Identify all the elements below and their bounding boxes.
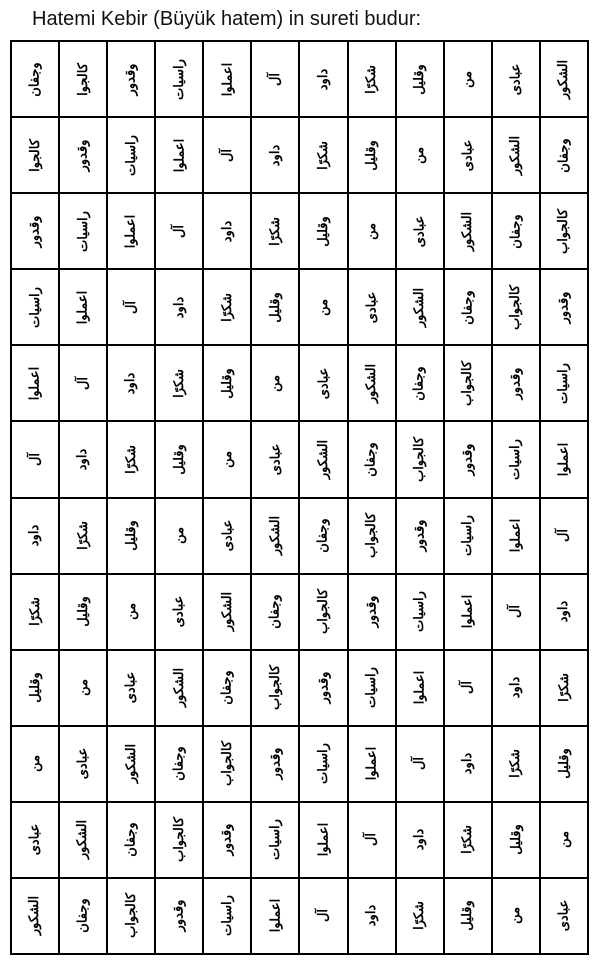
grid-cell <box>397 651 445 727</box>
grid-cell <box>397 118 445 194</box>
cell-word: عبادى <box>27 824 43 856</box>
grid-cell <box>349 422 397 498</box>
cell-word: آل <box>267 72 283 86</box>
grid-cell <box>493 346 541 422</box>
cell-word: وقدور <box>219 823 235 856</box>
cell-word: وقليل <box>27 672 43 703</box>
grid-cell <box>156 346 204 422</box>
grid-cell <box>156 422 204 498</box>
cell-word: شكرًا <box>267 216 283 246</box>
grid-cell <box>12 727 60 803</box>
cell-word: داود <box>556 600 572 623</box>
cell-word: راسيات <box>219 895 235 937</box>
cell-word: وقليل <box>316 215 332 247</box>
grid-cell <box>12 651 60 727</box>
grid-cell <box>60 194 108 270</box>
grid-cell <box>445 499 493 575</box>
grid-cell <box>397 42 445 118</box>
cell-word: وجفان <box>75 898 91 934</box>
grid-cell <box>60 499 108 575</box>
grid-cell <box>204 270 252 346</box>
cell-word: الشكور <box>27 896 43 936</box>
grid-cell <box>108 499 156 575</box>
grid-cell <box>60 651 108 727</box>
cell-word: عبادى <box>267 443 283 476</box>
grid-cell <box>252 422 300 498</box>
cell-word: آل <box>219 148 235 162</box>
cell-word: اعملوا <box>364 747 380 781</box>
grid-cell <box>252 879 300 955</box>
grid-cell <box>541 346 589 422</box>
grid-cell <box>156 727 204 803</box>
cell-word: وجفان <box>123 822 139 858</box>
cell-word: الشكور <box>75 820 91 860</box>
grid-cell <box>252 270 300 346</box>
grid-cell <box>397 575 445 651</box>
cell-word: من <box>27 755 43 773</box>
grid-cell <box>493 575 541 651</box>
cell-word: راسيات <box>364 667 380 709</box>
grid-cell <box>300 879 348 955</box>
grid-cell <box>349 346 397 422</box>
cell-word: وقدور <box>364 595 380 628</box>
cell-word: راسيات <box>316 743 332 785</box>
cell-word: من <box>508 907 524 925</box>
grid-cell <box>108 422 156 498</box>
grid-cell <box>108 651 156 727</box>
cell-word: داود <box>219 220 235 242</box>
cell-word: من <box>171 527 187 544</box>
cell-word: آل <box>412 757 428 771</box>
cell-word: وقدور <box>508 367 524 400</box>
grid-cell <box>60 422 108 498</box>
grid-cell <box>60 118 108 194</box>
grid-cell <box>349 499 397 575</box>
grid-cell <box>300 194 348 270</box>
cell-word: وجفان <box>460 290 476 325</box>
cell-word: شكرًا <box>27 597 43 627</box>
grid-cell <box>204 42 252 118</box>
cell-word: وقدور <box>267 747 283 780</box>
cell-word: عبادى <box>556 900 572 932</box>
grid-cell <box>541 42 589 118</box>
grid-cell <box>397 346 445 422</box>
grid-cell <box>12 270 60 346</box>
cell-word: كالجواب <box>364 512 380 559</box>
cell-word: وجفان <box>27 61 43 97</box>
grid-cell <box>252 42 300 118</box>
cell-word: داود <box>171 296 187 319</box>
cell-word: داود <box>267 144 283 166</box>
grid-cell <box>12 346 60 422</box>
cell-word: اعملوا <box>123 214 139 248</box>
grid-cell <box>12 575 60 651</box>
cell-word: راسيات <box>75 210 91 252</box>
cell-word: راسيات <box>412 591 428 633</box>
grid-cell <box>108 575 156 651</box>
cell-word: وقليل <box>364 139 380 171</box>
grid-cell <box>12 879 60 955</box>
grid-cell <box>60 42 108 118</box>
grid-cell <box>445 575 493 651</box>
grid-cell <box>541 651 589 727</box>
cell-word: عبادى <box>219 519 235 552</box>
grid-cell <box>12 194 60 270</box>
grid-cell <box>108 346 156 422</box>
grid-cell <box>349 879 397 955</box>
cell-word: شكرًا <box>556 673 572 703</box>
grid-cell <box>108 270 156 346</box>
cell-word: داود <box>412 829 428 851</box>
cell-word: عبادى <box>412 215 428 248</box>
grid-cell <box>300 118 348 194</box>
grid-cell <box>156 499 204 575</box>
grid-cell <box>349 194 397 270</box>
grid-cell <box>252 499 300 575</box>
cell-word: وقليل <box>556 748 572 780</box>
grid-cell <box>397 194 445 270</box>
grid-cell <box>156 118 204 194</box>
cell-word: وقدور <box>316 671 332 704</box>
grid-cell <box>493 42 541 118</box>
grid-cell <box>108 879 156 955</box>
grid-cell <box>445 346 493 422</box>
grid-cell <box>12 422 60 498</box>
grid-cell <box>12 803 60 879</box>
grid-cell <box>349 803 397 879</box>
cell-word: آل <box>508 605 524 619</box>
grid-cell <box>397 270 445 346</box>
cell-word: الشكور <box>219 591 235 632</box>
cell-word: آل <box>27 452 43 466</box>
cell-word: آل <box>123 300 139 314</box>
cell-word: داود <box>508 676 524 699</box>
grid-cell <box>445 42 493 118</box>
cell-word: شكرًا <box>171 368 187 398</box>
grid-cell <box>349 118 397 194</box>
grid-cell <box>204 194 252 270</box>
cell-word: اعملوا <box>27 366 43 401</box>
cell-word: شكرًا <box>75 521 91 550</box>
grid-cell <box>541 727 589 803</box>
cell-word: كالجواب <box>267 665 283 711</box>
cell-word: كالجواب <box>171 817 187 863</box>
cell-word: وقدور <box>123 63 139 95</box>
cell-word: وجفان <box>171 746 187 781</box>
cell-word: عبادى <box>364 291 380 324</box>
grid-cell <box>204 499 252 575</box>
grid-cell <box>300 575 348 651</box>
grid-cell <box>252 727 300 803</box>
cell-word: كالجواب <box>508 284 524 330</box>
grid-cell <box>60 879 108 955</box>
cell-word: وقليل <box>267 291 283 323</box>
cell-word: اعملوا <box>556 442 572 477</box>
grid-cell <box>60 346 108 422</box>
cell-word: راسيات <box>267 819 283 861</box>
grid-cell <box>349 270 397 346</box>
grid-cell <box>108 118 156 194</box>
cell-word: آل <box>460 681 476 695</box>
grid-cell <box>541 803 589 879</box>
grid-cell <box>349 42 397 118</box>
grid-cell <box>204 575 252 651</box>
page-title: Hatemi Kebir (Büyük hatem) in sureti budur: <box>32 8 422 30</box>
cell-word: شكرًا <box>412 901 428 931</box>
grid-cell <box>300 803 348 879</box>
grid-cell <box>541 422 589 498</box>
grid-cell <box>445 727 493 803</box>
cell-word: شكرًا <box>460 825 476 855</box>
cell-word: الشكور <box>364 363 380 404</box>
grid-cell <box>204 727 252 803</box>
cell-word: وجفان <box>219 670 235 705</box>
cell-word: الشكور <box>556 59 572 99</box>
grid-cell <box>156 42 204 118</box>
grid-cell <box>397 422 445 498</box>
cell-word: اعملوا <box>171 138 187 172</box>
grid-cell <box>493 118 541 194</box>
grid-cell <box>156 879 204 955</box>
cell-word: وقليل <box>123 520 139 551</box>
cell-word: راسيات <box>171 58 187 100</box>
grid-cell <box>445 194 493 270</box>
cell-word: عبادى <box>123 671 139 704</box>
cell-word: داود <box>123 372 139 395</box>
grid-cell <box>493 270 541 346</box>
grid-cell <box>541 118 589 194</box>
grid-cell <box>156 803 204 879</box>
cell-word: وقدور <box>27 215 43 248</box>
cell-word: اعملوا <box>412 670 428 705</box>
cell-word: الشكور <box>508 135 524 175</box>
cell-word: عبادى <box>171 595 187 628</box>
grid-cell <box>60 270 108 346</box>
grid-cell <box>108 194 156 270</box>
cell-word: وقدور <box>460 443 476 476</box>
grid-cell <box>60 803 108 879</box>
grid-cell <box>541 879 589 955</box>
cell-word: وجفان <box>508 214 524 249</box>
grid-cell <box>156 194 204 270</box>
grid-cell <box>349 575 397 651</box>
cell-word: وقليل <box>508 824 524 856</box>
cell-word: من <box>267 374 283 392</box>
cell-word: من <box>316 298 332 316</box>
grid-cell <box>541 194 589 270</box>
grid-cell <box>156 270 204 346</box>
cell-word: وجفان <box>412 366 428 401</box>
cell-word: من <box>556 831 572 849</box>
cell-word: من <box>364 222 380 240</box>
cell-word: شكرًا <box>508 749 524 779</box>
grid-cell <box>493 727 541 803</box>
grid-cell <box>204 346 252 422</box>
cell-word: وقليل <box>219 368 235 399</box>
grid-cell <box>541 499 589 575</box>
grid-cell <box>300 346 348 422</box>
cell-word: وقليل <box>171 444 187 475</box>
cell-word: داود <box>316 68 332 90</box>
grid-cell <box>204 422 252 498</box>
grid-cell <box>445 803 493 879</box>
hatem-grid <box>10 40 589 955</box>
cell-word: اعملوا <box>267 899 283 933</box>
cell-word: وقدور <box>556 291 572 324</box>
grid-cell <box>493 499 541 575</box>
grid-cell <box>300 270 348 346</box>
grid-cell <box>397 499 445 575</box>
grid-cell <box>493 194 541 270</box>
grid-cell <box>204 879 252 955</box>
grid-cell <box>252 194 300 270</box>
cell-word: الشكور <box>412 287 428 327</box>
cell-word: وقدور <box>171 900 187 932</box>
grid-cell <box>252 346 300 422</box>
cell-word: آل <box>171 224 187 238</box>
cell-word: عبادى <box>508 63 524 95</box>
cell-word: آل <box>364 833 380 847</box>
cell-word: داود <box>27 524 43 547</box>
cell-word: راسيات <box>556 362 572 404</box>
grid-cell <box>12 42 60 118</box>
grid-cell <box>397 803 445 879</box>
cell-word: وجفان <box>316 518 332 553</box>
grid-cell <box>445 118 493 194</box>
grid-cell <box>300 422 348 498</box>
grid-cell <box>300 499 348 575</box>
cell-word: وجفان <box>364 442 380 477</box>
cell-word: وقليل <box>75 596 91 627</box>
grid-cell <box>12 499 60 575</box>
grid-cell <box>445 422 493 498</box>
cell-word: كالجواب <box>316 589 332 635</box>
cell-word: اعملوا <box>508 518 524 553</box>
grid-cell <box>493 879 541 955</box>
cell-word: اعملوا <box>460 594 476 629</box>
cell-word: راسيات <box>27 286 43 328</box>
cell-word: شكرًا <box>219 292 235 322</box>
grid-cell <box>204 651 252 727</box>
grid-cell <box>156 651 204 727</box>
cell-word: من <box>219 451 235 468</box>
grid-cell <box>300 651 348 727</box>
cell-word: وقليل <box>460 900 476 932</box>
cell-word: كالجواب <box>556 208 572 254</box>
grid-cell <box>300 727 348 803</box>
cell-word: كالجوا <box>75 62 91 96</box>
grid-cell <box>445 270 493 346</box>
cell-word: من <box>123 603 139 621</box>
cell-word: شكرًا <box>123 445 139 474</box>
cell-word: شكرًا <box>364 64 380 94</box>
cell-word: وقدور <box>412 519 428 552</box>
grid-cell <box>397 727 445 803</box>
cell-word: الشكور <box>460 211 476 251</box>
cell-word: راسيات <box>460 515 476 556</box>
cell-word: اعملوا <box>219 62 235 96</box>
grid-cell <box>156 575 204 651</box>
cell-word: آل <box>556 529 572 543</box>
cell-word: اعملوا <box>316 823 332 857</box>
grid-cell <box>60 575 108 651</box>
cell-word: كالجواب <box>412 436 428 482</box>
grid-cell <box>204 803 252 879</box>
grid-cell <box>349 651 397 727</box>
cell-word: داود <box>364 905 380 927</box>
cell-word: وقليل <box>412 63 428 95</box>
grid-cell <box>60 727 108 803</box>
grid-cell <box>12 118 60 194</box>
cell-word: داود <box>460 753 476 775</box>
grid-cell <box>493 422 541 498</box>
grid-cell <box>445 651 493 727</box>
cell-word: عبادى <box>460 139 476 171</box>
cell-word: راسيات <box>123 134 139 176</box>
cell-word: من <box>460 70 476 88</box>
cell-word: الشكور <box>316 439 332 480</box>
grid-cell <box>108 42 156 118</box>
grid-cell <box>493 803 541 879</box>
cell-word: وجفان <box>556 137 572 173</box>
cell-word: من <box>412 146 428 164</box>
grid-cell <box>204 118 252 194</box>
grid-cell <box>397 879 445 955</box>
grid-cell <box>108 727 156 803</box>
grid-cell <box>541 575 589 651</box>
grid-cell <box>252 575 300 651</box>
cell-word: عبادى <box>316 367 332 400</box>
cell-word: من <box>75 679 91 697</box>
grid-cell <box>252 651 300 727</box>
cell-word: كالجواب <box>219 741 235 787</box>
grid-cell <box>349 727 397 803</box>
grid-cell <box>252 118 300 194</box>
cell-word: آل <box>316 909 332 923</box>
cell-word: عبادى <box>75 747 91 780</box>
cell-word: وجفان <box>267 594 283 629</box>
cell-word: الشكور <box>123 744 139 784</box>
cell-word: الشكور <box>267 515 283 556</box>
grid-cell <box>493 651 541 727</box>
cell-word: كالجوا <box>27 138 43 172</box>
cell-word: كالجواب <box>460 360 476 406</box>
cell-word: داود <box>75 448 91 471</box>
cell-word: كالجواب <box>123 893 139 939</box>
cell-word: شكرًا <box>316 140 332 170</box>
cell-word: الشكور <box>171 668 187 708</box>
grid-cell <box>252 803 300 879</box>
cell-word: آل <box>75 376 91 390</box>
grid-cell <box>108 803 156 879</box>
cell-word: راسيات <box>508 439 524 480</box>
grid-cell <box>445 879 493 955</box>
cell-word: اعملوا <box>75 290 91 325</box>
grid-cell <box>541 270 589 346</box>
cell-word: وقدور <box>75 139 91 172</box>
grid-cell <box>300 42 348 118</box>
